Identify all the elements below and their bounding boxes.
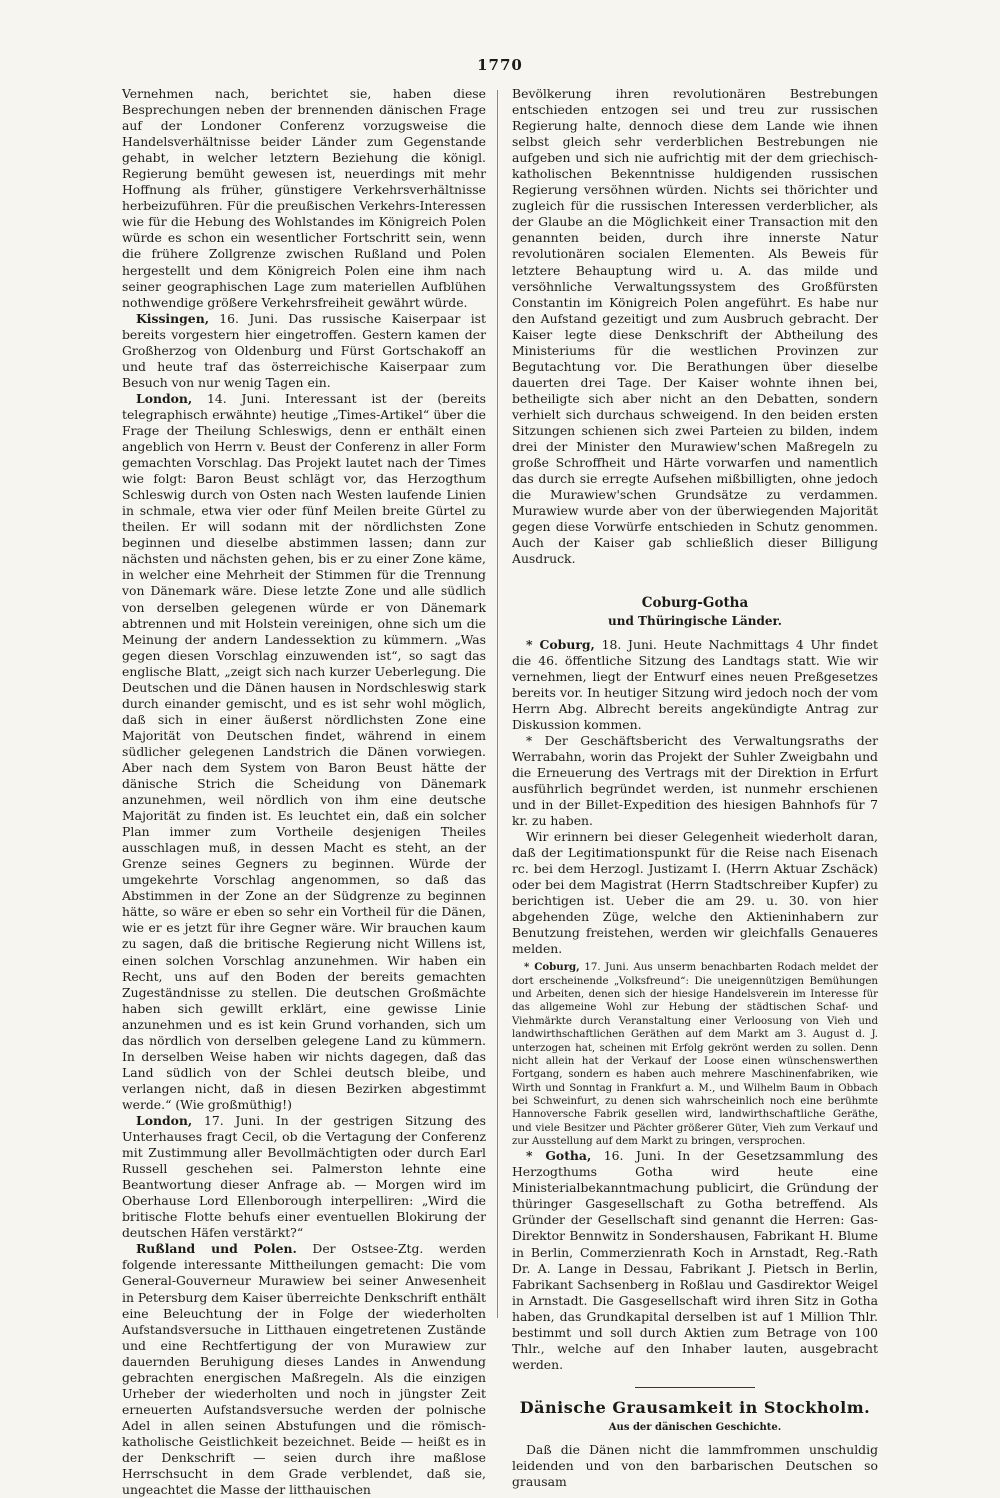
page-number: 1770 (477, 56, 523, 74)
section-subtitle: und Thüringische Länder. (608, 614, 782, 629)
article-paragraph: Wir erinnern bei dieser Gelegenheit wiederholt daran, daß der Legitimationspunkt für die Reise nach Eisenach rc. bei dem Herzogl. Justizamt I. (Herrn Aktuar Zschäck) oder bei dem Magistrat (Herrn Stadtschreiber Kupfer) zu berichtigen ist. Ueber die am 29. u. 30. von hier abgehenden Züge, welche den Aktieninhabern zur Benutzung freistehen, werden wir gleichfalls Genaueres melden. (512, 829, 878, 957)
article-paragraph (512, 1148, 878, 1373)
article-subtitle: Aus der dänischen Geschichte. (608, 1421, 782, 1433)
paragraph-text: 16. Juni. Das russische Kaiserpaar ist bereits vorgestern hier eingetroffen. Gestern kamen der Großherzog von Oldenburg und Fürst Gortschakoff an und heute traf das österreichische Kaiserpaar zum Besuch von nur wenig Tagen ein. (122, 310, 486, 390)
dateline: London, (136, 390, 193, 406)
section-title: Coburg-Gotha (641, 595, 749, 612)
paragraph-text: 17. Juni. In der gestrigen Sitzung des Unterhauses fragt Cecil, ob die Vertagung der Conferenz mit Zustimmung aller Bevollmächtigten oder durch Earl Russell geschehen sei. Palmerston lehnte eine Beantwortung dieser Anfrage ab. — Morgen wird im Oberhause Lord Ellenborough interpelliren: „Wird die britische Flotte behufs einer eventuellen Blokirung der deutschen Häfen verstärkt?“ (122, 1113, 486, 1241)
paragraph-text: 16. Juni. In der Gesetzsammlung des Herzogthums Gotha wird heute eine Ministerialbekanntmachung publicirt, die Gründung der thüringer Gasgesellschaft zu Gotha betreffend. Als Gründer der Gesellschaft sind genannt die Herren: Gas-Direktor Bennwitz in Sondershausen, Fabrikant H. Blume in Berlin, Commerzienrath Koch in Arnstadt, Reg.-Rath Dr. A. Lange in Dessau, Fabrikant J. Pietsch in Berlin, Fabrikant Sachsenberg in Roßlau und Gasdirektor Weigel in Arnstadt. Die Gasgesellschaft wird ihren Sitz in Gotha haben, das Grundkapital derselben ist auf 1 Million Thlr. bestimmt und soll durch Aktien zum Betrage von 100 Thlr., welche auf den Inhaber lauten, ausgebracht werden. (512, 1148, 878, 1372)
dateline: London, (136, 1113, 193, 1128)
article-paragraph (122, 391, 486, 1113)
dateline: * Coburg, (524, 961, 580, 974)
article-paragraph: Daß die Dänen nicht die lammfrommen unschuldig leidenden und von den barbarischen Deutschen so grausam (512, 1442, 878, 1490)
article-paragraph (122, 1241, 486, 1498)
article-paragraph (122, 311, 486, 391)
dateline: * Coburg, (526, 636, 595, 652)
right-column (512, 86, 878, 1490)
article-paragraph: Vernehmen nach, berichtet sie, haben diese Besprechungen neben der brennenden dänischen Frage auf der Londoner Conferenz vorzugsweise die Handelsverhältnisse beider Länder zum Gegenstande gehabt, in welcher letztern Beziehung die königl. Regierung bemüht gewesen ist, neuerdings mit mehr Hoffnung als früher, günstigere Verkehrsverhältnisse herbeizuführen. Für die preußischen Verkehrs-Interessen wie für die Hebung des Wohlstandes im Königreich Polen würde es schon ein wesentlicher Fortschritt sein, wenn die frühere Zollgrenze zwischen Rußland und Polen hergestellt und dem Königreich Polen eine ihm nach seiner geographischen Lage zum materiellen Aufblühen nothwendige größere Verkehrsfreiheit gewährt würde. (122, 86, 486, 310)
dateline: Rußland und Polen. (136, 1241, 297, 1257)
left-column (122, 86, 486, 1498)
dateline: Kissingen, (136, 310, 210, 326)
paragraph-text: 18. Juni. Heute Nachmittags 4 Uhr findet die 46. öffentliche Sitzung des Landtags statt. Wie wir vernehmen, liegt der Entwurf eines neuen Preßgesetzes bereits vor. In heutiger Sitzung wird jedoch noch der vom Herrn Abg. Albrecht bereits angekündigte Antrag zur Diskussion kommen. (512, 636, 878, 732)
article-paragraph: Bevölkerung ihren revolutionären Bestrebungen entschieden entzogen sei und treu zur russischen Regierung halte, dennoch diese dem Lande wie ihnen selbst gleich sehr verderblichen Bestrebungen nie aufgeben und sich nie aufrichtig mit der dem griechisch-katholischen Bekenntnisse huldigenden russischen Regierung versöhnen würden. Nichts sei thörichter und zugleich für die russischen Interessen verderblicher, als der Glaube an die Möglichkeit einer Transaction mit den genannten beiden, durch ihre innerste Natur revolutionären socialen Elementen. Als Beweis für letztere Behauptung wird u. A. das milde und versöhnliche Verwaltungssystem des Großfürsten Constantin im Königreich Polen angeführt. Es habe nur den Aufstand gezeitigt und zum Ausbruch gebracht. Der Kaiser legte diese Denkschrift der Abtheilung des Ministeriums für die westlichen Provinzen zur Begutachtung vor. Die Berathungen über dieselbe dauerten drei Tage. Der Kaiser wohnte ihnen bei, betheiligte sich aber nicht an den Debatten, sondern verhielt sich durchaus schweigend. In den beiden ersten Sitzungen schienen sich zwei Parteien zu bilden, indem drei der Minister den Murawiew'schen Maßregeln zu große Schroffheit und Härte vorwarfen und namentlich das durch sie erregte Aufsehen mißbilligten, ohne jedoch die Murawiew'schen Grundsätze zu verdammen. Murawiew wurde aber von der überwiegenden Majorität gegen diese Vorwürfe entschieden in Schutz genommen. Auch der Kaiser gab schließlich dieser Billigung Ausdruck. (512, 86, 878, 567)
paragraph-text: 14. Juni. Interessant ist der (bereits telegraphisch erwähnte) heutige „Times-Artikel“ über die Frage der Theilung Schleswigs, denn er enthält einen angeblich von Herrn v. Beust der Conferenz in aller Form gemachten Vorschlag. Das Projekt lautet nach der Times wie folgt: Baron Beust schlägt vor, das Herzogthum Schleswig durch von Osten nach Westen laufende Linien in schmale, etwa vier oder fünf Meilen breite Gürtel zu theilen. Er will sodann mit der nördlichsten Zone beginnen und dieselbe abstimmen lassen; dann zur nächsten und nächsten gehen, bis er zu einer Zone käme, in welcher eine Mehrheit der Stimmen für die Trennung von Dänemark wäre. Diese letzte Zone und alle südlich von derselben gelegenen würde er von Dänemark abtrennen und mit Holstein vereinigen, ohne sich um die Meinung der andern Landessektion zu kümmern. „Was gegen diesen Vorschlag einzuwenden ist“, so sagt das englische Blatt, „zeigt sich nach kurzer Ueberlegung. Die Deutschen und die Dänen hausen in Nordschleswig stark durch einander gemischt, und es ist sehr wohl möglich, daß sich in einer äußerst nördlichsten Zone eine Majorität von Deutschen findet, während in einem südlicher gelegenen Landstrich die Dänen vorwiegen. Aber nach dem System von Baron Beust hätte der dänische Strich die Scheidung von Dänemark anzunehmen, weil nördlich von ihm eine deutsche Majorität zu finden ist. Es leuchtet ein, daß ein solcher Plan immer zum Vortheile desjenigen Theiles ausschlagen muß, in dessen Macht es steht, an der Grenze seines Gegners zu beginnen. Würde der umgekehrte Vorschlag angenommen, so daß das Abstimmen in der Zone an der Südgrenze zu beginnen hätte, so wäre er eben so sehr ein Vortheil für die Dänen, wie er es jetzt für ihre Gegner wäre. Wir brauchen kaum zu sagen, daß die britische Regierung nicht Willens ist, einen solchen Vorschlag anzunehmen. Wir haben ein Recht, uns auf den Boden der bereits gemachten Zugeständnisse zu stellen. Die deutschen Großmächte haben sich gewillt erklärt, eine gewisse Linie anzunehmen und es ist kein Grund vorhanden, sich um das nördlich von derselben gelegene Land zu kümmern. In derselben Weise haben wir nichts dagegen, daß das Land südlich von der Schlei deutsch bleibe, und verlangen nicht, daß in diesen Bezirken abgestimmt werde.“ (Wie großmüthig!) (122, 390, 486, 1112)
paragraph-text: Der Ostsee-Ztg. werden folgende interessante Mittheilungen gemacht: Die vom General-Gouverneur Murawiew bei seiner Anwesenheit in Petersburg dem Kaiser überreichte Denkschrift enthält eine Beleuchtung der in Folge der wiederholten Aufstandsversuche in Litthauen eingetretenen Zustände und eine Rechtfertigung der von Murawiew zur dauernden Beruhigung dieses Landes in Anwendung gebrachten energischen Maßregeln. Als die einzigen Urheber der wiederholten und noch in jüngster Zeit erneuerten Aufstandsversuche werden der polnische Adel in allen seinen Abstufungen und die römisch-katholische Geistlichkeit bezeichnet. Beide — heißt es in der Denkschrift — seien durch ihre maßlose Herrschsucht in dem Grade verblendet, daß sie, ungeachtet die Masse der litthauischen (122, 1241, 486, 1498)
article-paragraph (122, 1113, 486, 1241)
article-paragraph (512, 961, 878, 1148)
dateline: * Gotha, (526, 1148, 592, 1164)
column-divider (497, 90, 498, 1318)
small-print-note (512, 961, 878, 1148)
separator-rule (635, 1387, 755, 1388)
paragraph-text: 17. Juni. Aus unserm benachbarten Rodach meldet der dort erscheinende „Volksfreund“: Die uneigennützigen Bemühungen und Arbeiten, denen sich der hiesige Handelsverein im Interesse für das allgemeine Wohl zur Hebung der städtischen Schaf- und Viehmärkte durch Veranstaltung einer Verloosung von Vieh und landwirthschaftlichen Geräthen auf dem Markt am 3. August d. J. unterzogen hat, scheinen mit Erfolg gekrönt werden zu sollen. Denn nicht allein hat der Verkauf der Loose einen wünschenswerthen Fortgang, sondern es haben auch mehrere Maschinenfabriken, wie Wirth und Sonntag in Frankfurt a. M., und Wilhelm Baum in Obbach bei Schweinfurt, zu denen sich wahrscheinlich noch eine berühmte Hannoversche Fabrik gesellen wird, landwirthschaftliche Geräthe, und viele Besitzer und Pächter größerer Güter, Vieh zum Verkauf und zur Ausstellung auf dem Markt zu bringen, versprochen. (512, 962, 878, 1147)
article-paragraph: * Der Geschäftsbericht des Verwaltungsraths der Werrabahn, worin das Projekt der Suhler Zweigbahn und die Erneuerung des Vertrags mit der Direktion in Erfurt ausführlich begründet werden, ist nunmehr erschienen und in der Billet-Expedition des hiesigen Bahnhofs für 7 kr. zu haben. (512, 732, 878, 829)
article-title: Dänische Grausamkeit in Stockholm. (519, 1397, 871, 1417)
article-paragraph (512, 637, 878, 733)
